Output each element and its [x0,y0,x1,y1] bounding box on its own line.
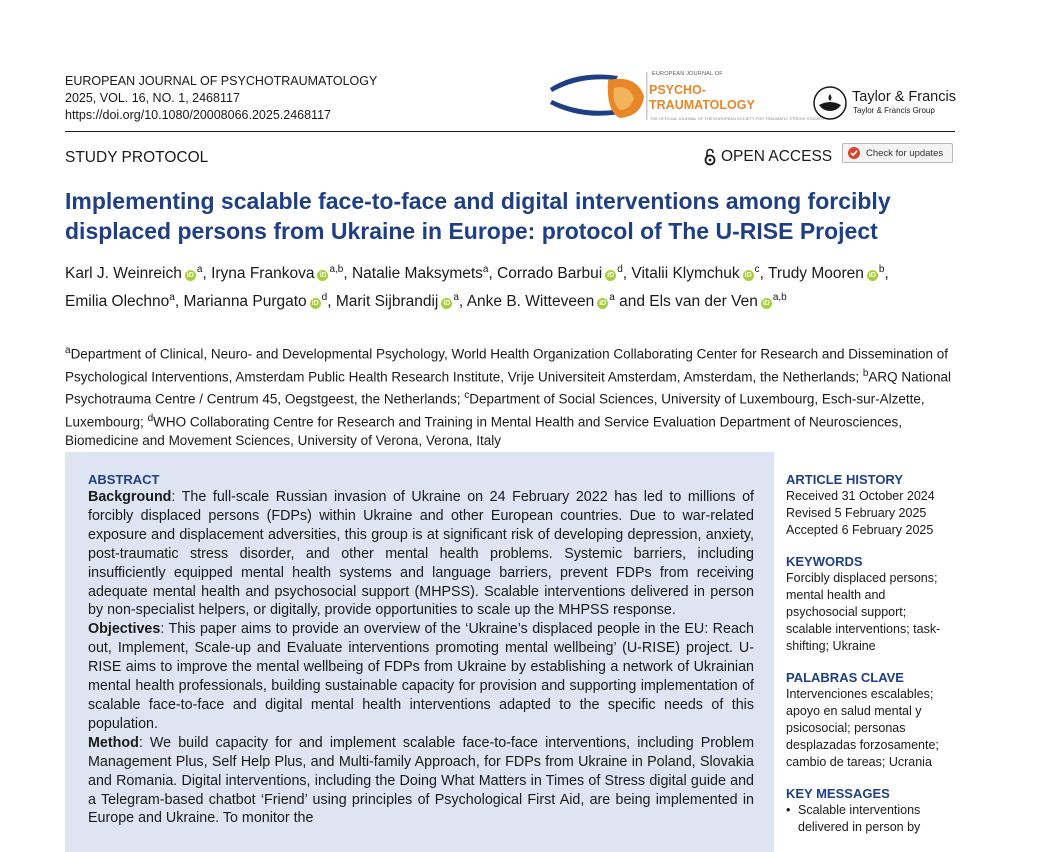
author-name: Els van der Ven [649,293,758,311]
logo-line-2: TRAUMATOLOGY [649,98,755,112]
author-affiliation-marker: a [482,264,489,275]
taylor-francis-lamp-icon [812,85,848,121]
objectives-label: Objectives [88,621,161,638]
author-affiliation-marker: c [754,264,760,275]
affiliation-marker: a [65,345,71,356]
author-affiliation-marker: a [169,292,175,304]
orcid-icon[interactable]: iD [319,272,327,280]
method-text: : We build capacity for and implement scalable face-to-face interventions, including Problem Management Plus, Self Help Plus, and Multi-family Approach, for FDPs from Ukraine in Poland, Slovakia and Romania. Digital interventions, including the Doing What Matters in Times of Stress digital guide and a Telegram-based chatbot ‘Friend’ using principles of Psychological First Aid, are being implemented in Europe and Ukraine. To monitor the [88,734,754,827]
author-name: Corrado Barbui [497,265,603,283]
open-access-label: OPEN ACCESS [721,148,833,165]
author-name: Vitalii Klymchuk [631,265,740,283]
orcid-icon[interactable]: iD [868,272,876,280]
keywords [786,554,961,654]
background-label: Background [88,489,172,505]
article-title: Implementing scalable face-to-face and digital interventions among forcibly displaced persons from Ukraine in Europe: protocol of The U-RISE Project [65,188,891,244]
affiliation-marker: c [464,390,470,401]
orcid-icon[interactable]: iD [744,272,752,280]
author-separator: , [458,293,464,311]
logo-title [649,83,755,113]
method-label: Method [88,734,139,751]
author[interactable] [65,265,207,282]
palabra-line: cambio de tareas; Ucrania [786,754,932,769]
journal-name: EUROPEAN JOURNAL OF PSYCHOTRAUMATOLOGY [65,74,378,88]
palabra-line: apoyo en salud mental y [786,704,922,719]
abstract-heading: ABSTRACT [88,472,160,487]
author[interactable] [631,265,764,282]
key-messages-heading: KEY MESSAGES [786,786,890,802]
article-type: STUDY PROTOCOL [65,149,209,166]
author-affiliation-marker: d [321,292,328,304]
background-text: : The full-scale Russian invasion of Ukraine on 24 February 2022 has led to millions of forcibly displaced persons (FDPs) within Ukraine and other European countries. Due to war-related exposure and displacement adversities, this group is at significant risk of developing depression, anxiety, post-traumatic stress disorder, and other mental health problems. Systemic barriers, including insufficiently equipped mental health systems and language barriers, prevent FDPs from receiving adequate mental health and psychosocial support (MHPSS). Scalable interventions delivered in person by non-specialist helpers, or digitally, provide opportunities to scale up the MHPSS response. [88,489,754,619]
key-message-line: Scalable interventions [798,803,921,818]
header-divider [65,131,955,132]
article-history-heading: ARTICLE HISTORY [786,472,904,487]
palabra-line: psicosocial; personas [786,720,906,735]
abstract [88,472,754,828]
affiliations [65,341,960,450]
logo-tagline: THE OFFICIAL JOURNAL OF THE EUROPEAN SOCIETY FOR TRAUMATIC STRESS STUDIES [650,116,824,121]
author-affiliation-marker: a [453,292,459,304]
article-sidebar [786,472,961,852]
key-message-text [798,802,920,836]
palabra-line: Intervenciones escalables; [786,687,934,702]
author-affiliation-marker: a [609,292,615,304]
author-name: Anke B. Witteveen [466,293,595,311]
abstract-objectives [88,620,754,733]
history-accepted: Accepted 6 February 2025 [786,522,934,537]
journal-volume: 2025, VOL. 16, NO. 1, 2468117 [65,91,240,105]
key-message-item [786,802,961,836]
keyword-line: scalable interventions; task- [786,621,941,636]
orcid-icon[interactable]: iD [762,300,770,308]
keyword-line: Forcibly displaced persons; [786,571,938,586]
author-name: Trudy Mooren [768,265,864,283]
author[interactable] [336,293,463,310]
keywords-heading: KEYWORDS [786,554,863,570]
objectives-text: : This paper aims to provide an overview of the ‘Ukraine’s displaced people in the EU: Reach out, Implement, Scale-up and Evaluate interventions promoting mental wellbeing’ (U-RISE) project. U-RISE aims to improve the mental wellbeing of FDPs from Ukraine by establishing a network of Ukrainian mental health professionals, building sustainable capacity for provision and supporting implementation of scalable face-to-face and digital mental health interventions adapted to the specific needs of this population. [88,621,754,732]
affiliation-text: Department of Clinical, Neuro- and Developmental Psychology, World Health Organization Collaborating Center for Research and Dissemination of Psychological Interventions, Amsterdam Public Health Research Institute, Vrije Universiteit Amsterdam, Amsterdam, the Netherlands; [65,346,948,384]
orcid-icon[interactable]: iD [599,300,607,308]
author-separator: , [884,265,889,283]
orcid-icon[interactable]: iD [186,272,194,280]
key-message-line: delivered in person by [798,820,921,835]
publisher-name: Taylor & Francis [852,89,956,105]
abstract-method [88,734,754,829]
keyword-line: shifting; Ukraine [786,638,876,653]
author-name: Iryna Frankova [211,265,315,283]
check-updates-icon [847,146,861,160]
keyword-line: psychosocial support; [786,604,907,619]
publisher-group: Taylor & Francis Group [853,106,935,115]
author[interactable] [352,265,493,282]
affiliation-marker: d [147,412,154,424]
author-separator: , [622,265,628,283]
open-access-badge[interactable] [703,148,832,166]
logo-small-text: EUROPEAN JOURNAL OF [652,71,723,77]
author-name: Marianna Purgato [183,293,307,311]
author-affiliation-marker: d [617,264,623,275]
author[interactable] [768,265,889,282]
palabras-heading: PALABRAS CLAVE [786,670,904,686]
keyword-line: mental health and [786,588,886,603]
palabras-clave [786,670,961,770]
author-affiliation-marker: b [878,264,885,275]
author[interactable] [497,265,627,282]
author[interactable] [649,293,786,310]
history-revised: Revised 5 February 2025 [786,505,927,520]
author-separator: , [343,265,348,283]
bullet-icon: • [786,803,791,818]
author-name: Karl J. Weinreich [65,265,182,283]
orcid-icon[interactable]: iD [311,300,319,308]
author-separator: , [759,265,764,283]
author-separator: and [614,293,645,311]
palabra-line: desplazadas forzosamente; [786,737,939,752]
journal-citation [65,73,377,124]
orcid-icon[interactable]: iD [443,300,451,308]
author-separator: , [174,293,180,311]
orcid-icon[interactable]: iD [607,272,615,280]
author-separator: , [202,265,207,283]
author-affiliation-marker: a,b [772,292,787,304]
check-for-updates-button[interactable] [842,143,953,163]
affiliation-text: WHO Collaborating Centre for Research and Training in Mental Health and Service Evaluation Department of Neurosciences, Biomedicine and Movement Sciences, University of Verona, Verona, Italy [65,414,902,448]
key-messages [786,786,961,836]
author-name: Natalie Maksymets [351,265,483,283]
affiliation-marker: b [862,367,869,379]
author-separator: , [327,293,332,311]
abstract-background [88,488,754,620]
author-list [65,258,965,314]
open-access-lock-icon [703,148,717,166]
doi-link[interactable]: https://doi.org/10.1080/20008066.2025.2468117 [65,108,331,122]
author[interactable] [467,293,645,310]
check-updates-label: Check for updates [866,147,944,159]
author[interactable] [211,265,348,282]
author-separator: , [488,265,493,283]
author[interactable] [65,293,179,310]
history-received: Received 31 October 2024 [786,489,935,503]
author-affiliation-marker: a,b [329,264,344,275]
logo-line-1: PSYCHO- [649,83,706,97]
article-history [786,472,961,538]
author[interactable] [183,293,331,310]
author-name: Marit Sijbrandij [335,293,439,311]
affiliation-text: Department of Social Sciences, University of Luxembourg, Esch-sur-Alzette, Luxembourg; [65,391,925,429]
author-affiliation-marker: a [196,264,203,275]
author-name: Emilia Olechno [65,293,170,311]
affiliation-text: ARQ National Psychotrauma Centre / Centrum 45, Oegstgeest, the Netherlands; [65,369,951,407]
